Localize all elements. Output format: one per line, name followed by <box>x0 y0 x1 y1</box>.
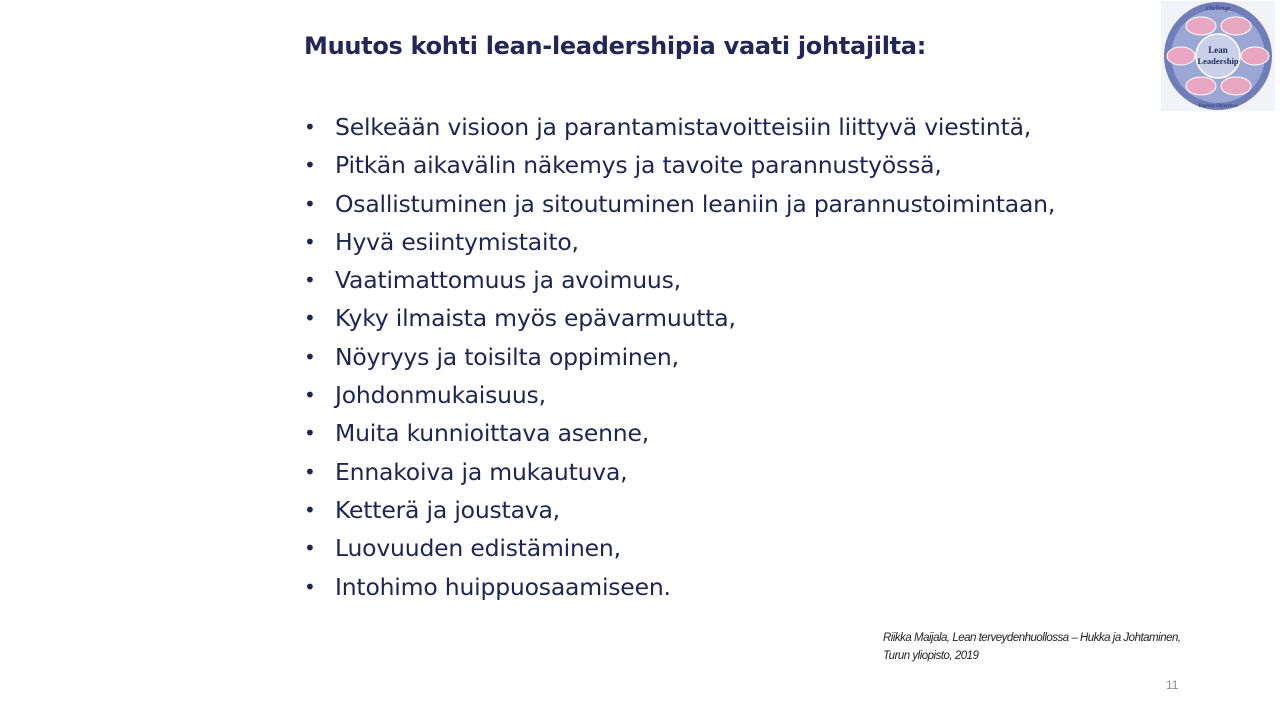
bullet-marker: • <box>304 115 316 139</box>
list-item <box>304 453 1055 491</box>
list-item-text: Pitkän aikavälin näkemys ja tavoite parannustyössä, <box>335 151 942 180</box>
list-item-text: Hyvä esiintymistaito, <box>335 227 579 256</box>
bullet-marker: • <box>304 153 316 178</box>
list-item <box>304 414 1055 452</box>
list-item-text: Ennakoiva ja mukautuva, <box>335 457 628 486</box>
list-item <box>304 491 1055 529</box>
logo-center-line-2: Leadership <box>1197 56 1239 66</box>
list-item-text: Johdonmukaisuus, <box>335 381 546 410</box>
list-item-text: Osallistuminen ja sitoutuminen leaniin ja parannustoimintaan, <box>335 189 1056 218</box>
list-item-text: Kyky ilmaista myös epävarmuutta, <box>335 304 736 333</box>
list-item <box>304 108 1055 146</box>
bullet-marker: • <box>304 574 316 599</box>
logo-bubble <box>1221 17 1251 35</box>
list-item <box>304 568 1055 606</box>
bullet-marker: • <box>304 383 316 408</box>
page-title: Muutos kohti lean-leadershipia vaati johtajilta: <box>304 32 926 60</box>
list-item <box>304 185 1055 223</box>
list-item <box>304 338 1055 376</box>
list-item-text: Ketterä ja joustava, <box>335 495 560 524</box>
list-item-text: Intohimo huippuosaamiseen. <box>335 572 671 601</box>
logo-bubble <box>1221 77 1251 95</box>
logo-bubble <box>1186 17 1216 35</box>
bullet-marker: • <box>304 268 316 293</box>
citation <box>883 629 1181 665</box>
list-item-text: Vaatimattomuus ja avoimuus, <box>335 266 681 295</box>
logo-top-label: Challenge <box>1205 6 1231 12</box>
bullet-marker: • <box>304 191 316 216</box>
bullet-marker: • <box>304 459 316 484</box>
list-item <box>304 261 1055 299</box>
list-item <box>304 223 1055 261</box>
list-item <box>304 529 1055 567</box>
bullet-marker: • <box>304 536 316 561</box>
logo-bubble <box>1241 47 1269 65</box>
bullet-marker: • <box>304 306 316 331</box>
list-item <box>304 146 1055 184</box>
list-item-text: Selkeään visioon ja parantamistavoitteisiin liittyvä viestintä, <box>335 113 1032 141</box>
list-item-text: Muita kunnioittava asenne, <box>335 419 650 448</box>
list-item <box>304 299 1055 337</box>
page-number: 11 <box>1166 678 1179 692</box>
logo-center-line-1: Lean <box>1208 45 1228 55</box>
logo-bottom-label: Improve Objectives <box>1198 104 1238 109</box>
citation-line-2: Turun yliopisto, 2019 <box>883 650 979 662</box>
list-item-text: Nöyryys ja toisilta oppiminen, <box>335 342 679 371</box>
bullet-marker: • <box>304 421 316 446</box>
bullet-marker: • <box>304 344 316 369</box>
bullet-marker: • <box>304 497 316 522</box>
lean-leadership-logo <box>1161 1 1275 111</box>
logo-bubble <box>1186 77 1216 95</box>
bullet-marker: • <box>304 229 316 254</box>
logo-bubble <box>1167 47 1195 65</box>
list-item <box>304 376 1055 414</box>
list-item-text: Luovuuden edistäminen, <box>335 534 621 563</box>
citation-line-1: Riikka Maijala, Lean terveydenhuollossa – Hukka ja Johtaminen, <box>883 632 1181 644</box>
bullet-list <box>304 108 1055 606</box>
